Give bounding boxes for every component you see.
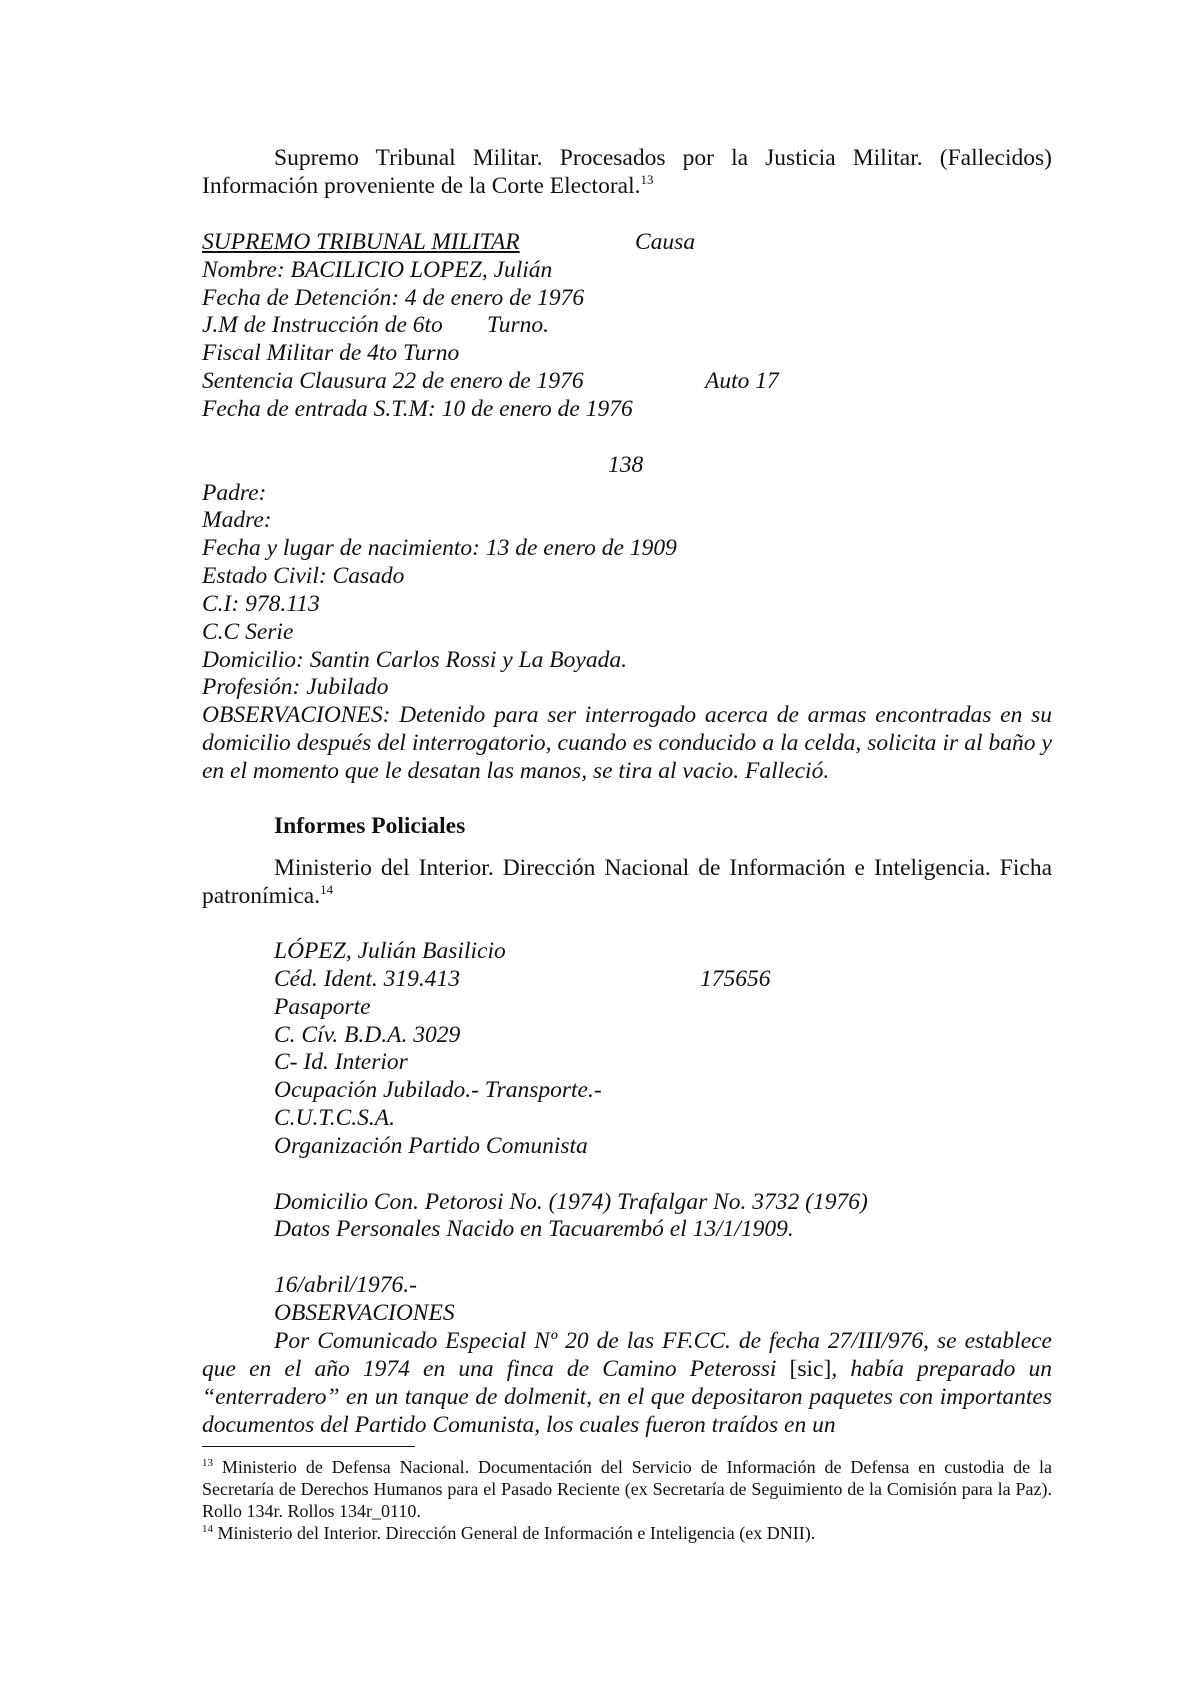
ficha-datos-personales: Datos Personales Nacido en Tacuarembó el 13/1/1909.: [274, 1216, 794, 1242]
stm-fiscal: Fiscal Militar de 4to Turno: [202, 340, 460, 366]
stm-madre: Madre:: [202, 507, 272, 533]
footnote-14: [202, 1522, 1052, 1544]
stm-ci: C.I: 978.113: [202, 591, 320, 617]
intro-paragraph: [202, 144, 1052, 200]
ficha-ocupacion: Ocupación Jubilado.- Transporte.-: [274, 1077, 602, 1103]
stm-observaciones: [202, 701, 1052, 785]
footnotes: [202, 1456, 1052, 1544]
footnote-14-text: Ministerio del Interior. Dirección General de Información e Inteligencia (ex DNII).: [217, 1523, 816, 1543]
ficha-sic: [sic]: [789, 1356, 832, 1382]
footnote-13-number: 13: [202, 1457, 213, 1469]
ficha-observaciones-text-a: Por Comunicado Especial Nº 20 de las FF.CC. de fecha 27/III/976, se establece que en el año 1974 en una finca de Camino Peterossi: [202, 1328, 1052, 1382]
footnote-13-text: Ministerio de Defensa Nacional. Documentación del Servicio de Información de Defensa en custodia de la Secretaría de Derechos Humanos para el Pasado Reciente (ex Secretaría de Seguimiento de la Comisión para la Paz). Rollo 134r. Rollos 134r_0110.: [202, 1457, 1053, 1521]
ficha-observaciones-heading: OBSERVACIONES: [274, 1300, 455, 1326]
stm-auto: Auto 17: [705, 368, 779, 394]
ficha-id-interior: C- Id. Interior: [274, 1049, 408, 1075]
stm-profesion: Profesión: Jubilado: [202, 674, 389, 700]
stm-domicilio: Domicilio: Santin Carlos Rossi y La Boyada.: [202, 647, 627, 673]
stm-turno: Turno.: [487, 312, 550, 338]
stm-cc: C.C Serie: [202, 619, 294, 645]
stm-estado-civil: Estado Civil: Casado: [202, 563, 405, 589]
footnote-ref-13: 13: [640, 172, 654, 188]
ficha-cedula: Céd. Ident. 319.413: [274, 966, 461, 992]
footnote-separator: [202, 1446, 415, 1447]
ficha-observaciones-text-b: , había preparado un “enterradero” en un tanque de dolmenit, en el que depositaron paquetes con importantes documentos del Partido Comunista, los cuales fueron traídos en un: [202, 1356, 1053, 1438]
ficha-organizacion: Organización Partido Comunista: [274, 1133, 588, 1159]
stm-sentencia: Sentencia Clausura 22 de enero de 1976: [202, 368, 584, 394]
footnote-14-number: 14: [202, 1523, 213, 1535]
stm-juzgado: J.M de Instrucción de 6to: [202, 312, 443, 338]
ficha-cutcsa: C.U.T.C.S.A.: [274, 1105, 395, 1131]
stm-padre: Padre:: [202, 480, 267, 506]
policiales-text: Ministerio del Interior. Dirección Nacional de Información e Inteligencia. Ficha patronímica.: [202, 855, 1052, 909]
stm-nacimiento: Fecha y lugar de nacimiento: 13 de enero de 1909: [202, 535, 677, 561]
ficha-domicilio: Domicilio Con. Petorosi No. (1974) Trafalgar No. 3732 (1976): [274, 1189, 868, 1215]
stm-causa: Causa: [635, 229, 696, 255]
ficha-nombre: LÓPEZ, Julián Basilicio: [274, 938, 506, 964]
ficha-numero: 175656: [700, 966, 771, 992]
stm-observaciones-text: OBSERVACIONES: Detenido para ser interrogado acerca de armas encontradas en su domicilio después del interrogatorio, cuando es conducido a la celda, solicita ir al baño y en el momento que le desatan las manos, se tira al vacio. Falleció.: [202, 702, 1052, 784]
intro-text: Supremo Tribunal Militar. Procesados por la Justicia Militar. (Fallecidos) Información proveniente de la Corte Electoral.: [202, 145, 1052, 199]
stm-heading: SUPREMO TRIBUNAL MILITAR: [202, 229, 520, 255]
policiales-paragraph: [202, 854, 1052, 910]
footnote-ref-14: 14: [320, 882, 334, 898]
ficha-fecha: 16/abril/1976.-: [274, 1272, 417, 1298]
stm-entrada: Fecha de entrada S.T.M: 10 de enero de 1976: [202, 396, 633, 422]
stm-number: 138: [608, 452, 644, 478]
ficha-pasaporte: Pasaporte: [274, 994, 371, 1020]
footnote-13: [202, 1456, 1052, 1522]
ficha-credencial-civica: C. Cív. B.D.A. 3029: [274, 1022, 461, 1048]
stm-detencion: Fecha de Detención: 4 de enero de 1976: [202, 285, 585, 311]
section-heading-policiales: Informes Policiales: [274, 813, 466, 839]
ficha-observaciones: [202, 1327, 1052, 1439]
stm-nombre: Nombre: BACILICIO LOPEZ, Julián: [202, 257, 553, 283]
